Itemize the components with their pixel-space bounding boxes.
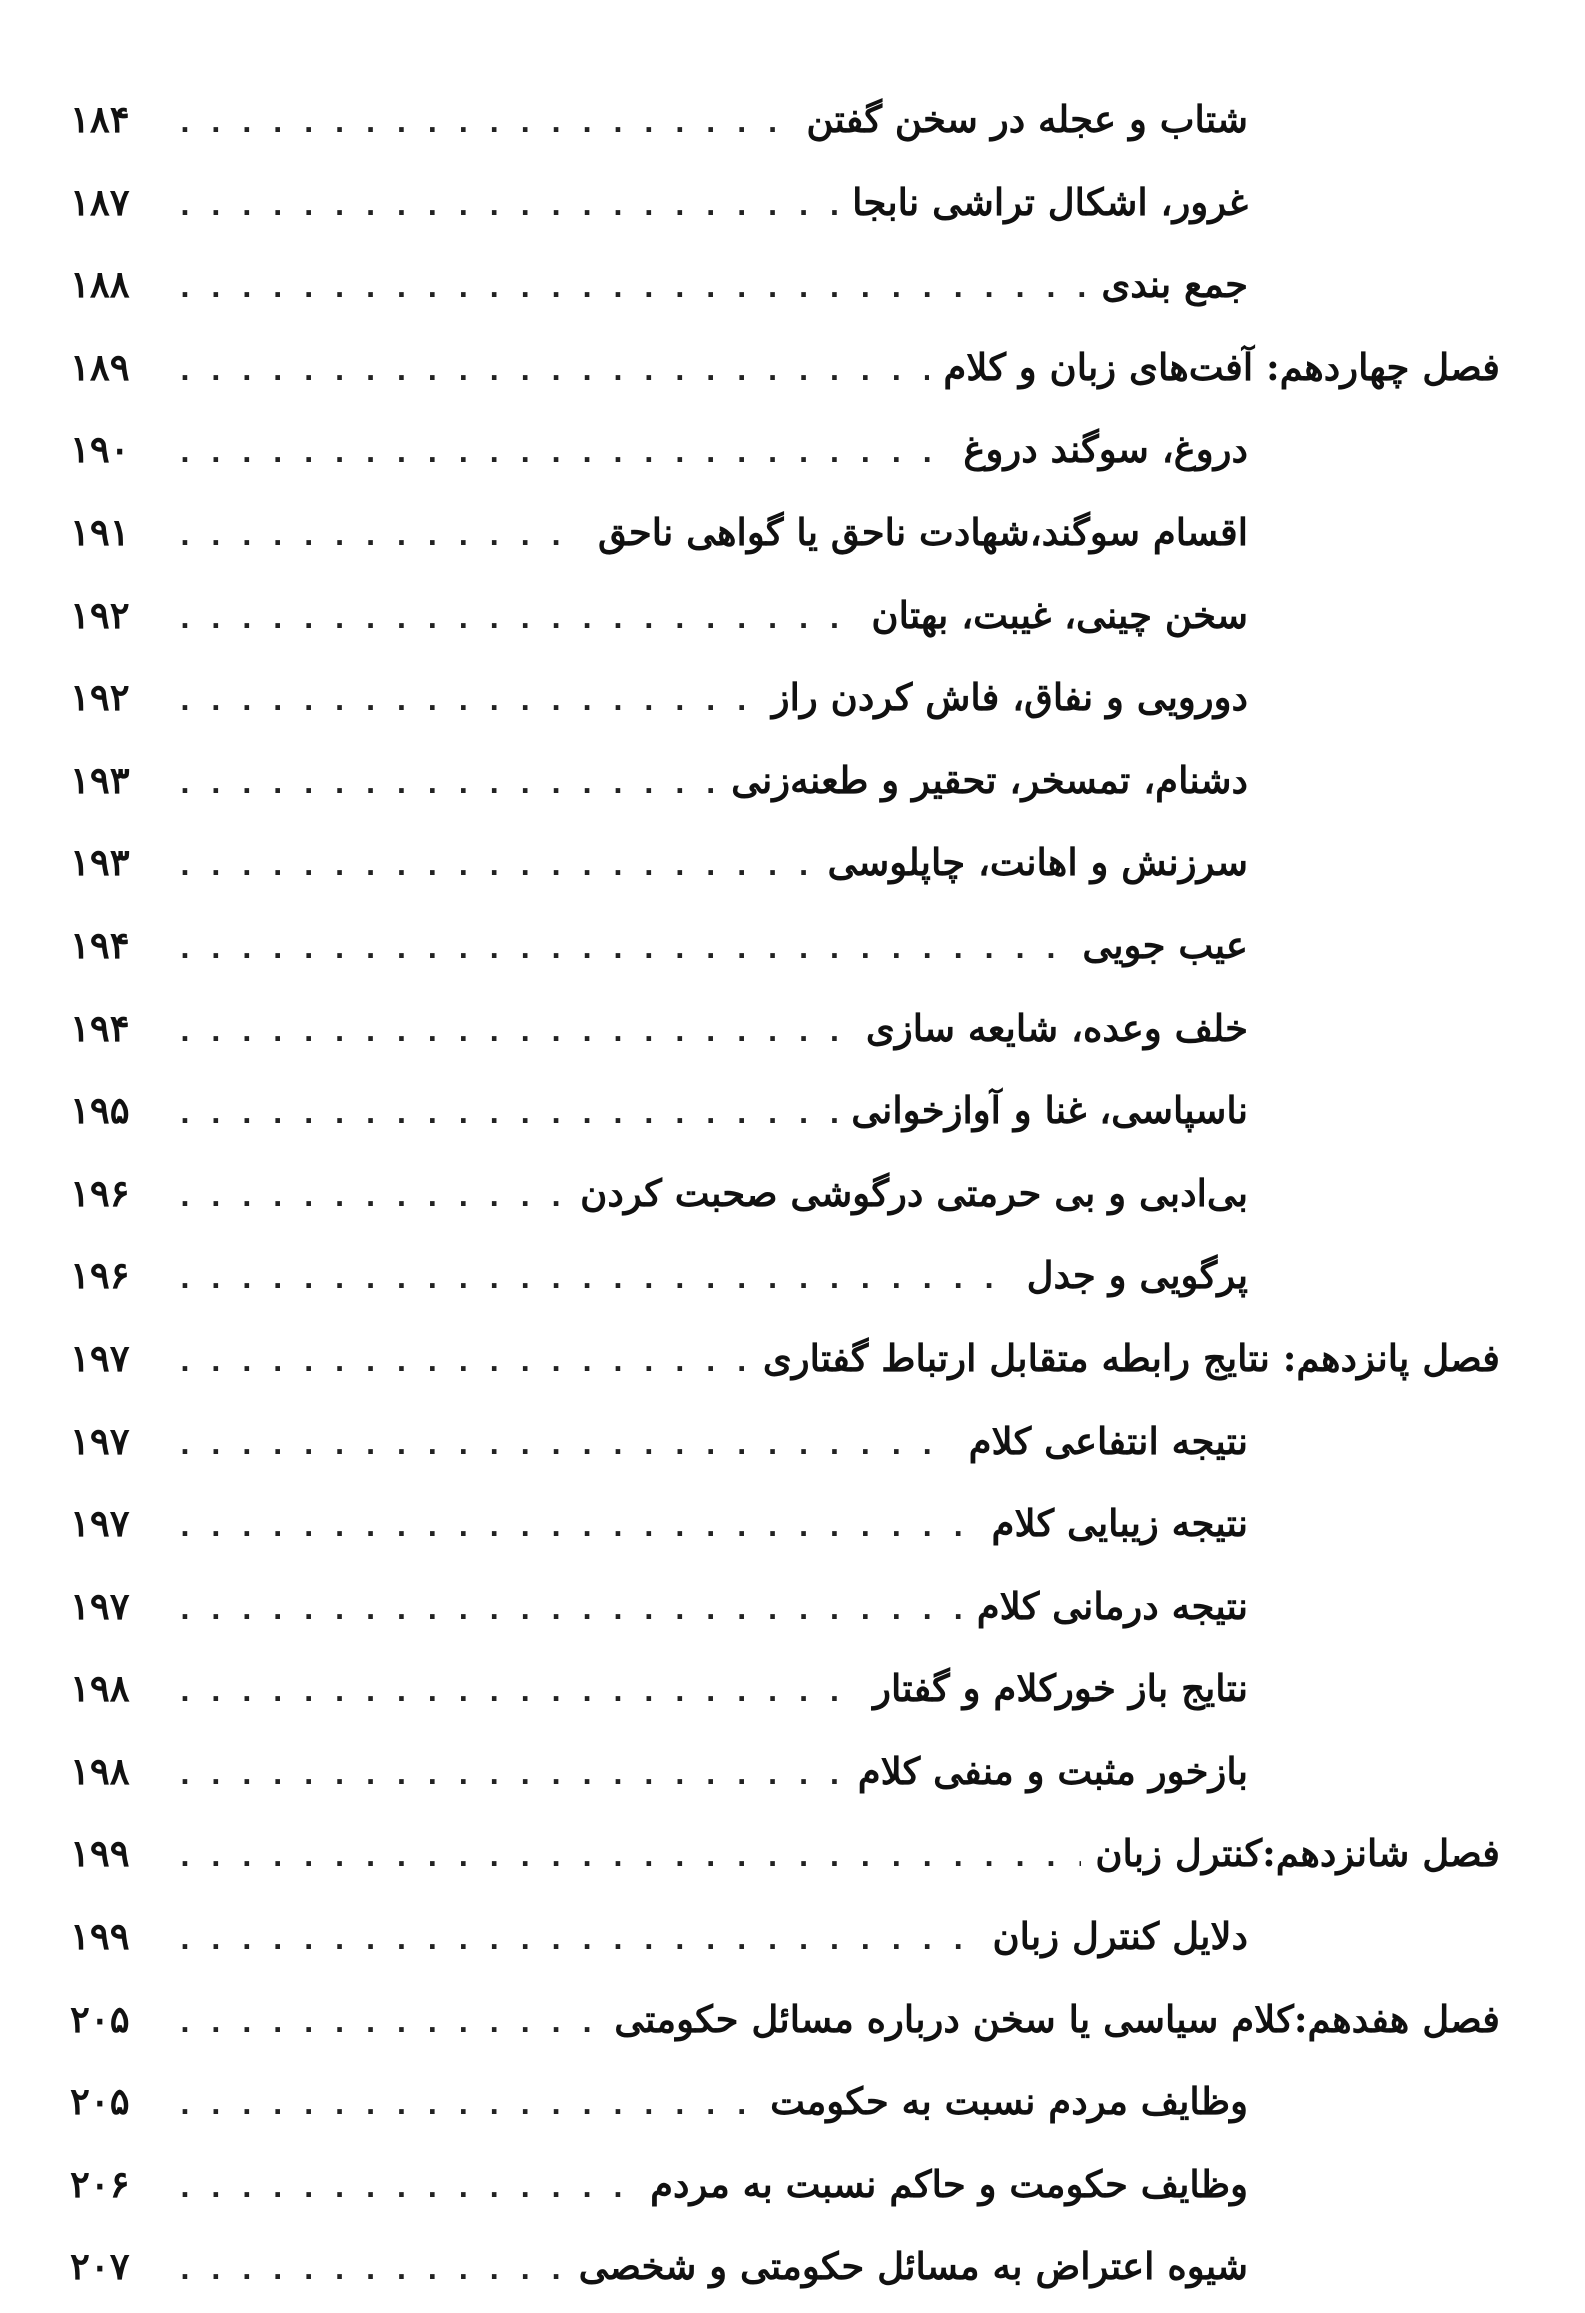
leader-dots [180, 1817, 1081, 1900]
toc-entry-title: خلف وعده، شایعه سازی [865, 1005, 1248, 1050]
toc-entry-title: عیب جویی [1082, 922, 1248, 967]
leader-dots [180, 2230, 565, 2313]
toc-entry-page: ۲۰۶ [70, 2161, 130, 2206]
toc-entry-page: ۲۰۵ [70, 2079, 130, 2124]
toc-entry-page: ۱۸۹ [70, 344, 130, 389]
toc-entry-title: اقسام سوگند،شهادت ناحق یا گواهی ناحق [598, 509, 1248, 554]
toc-entry-page: ۱۹۷ [70, 1583, 130, 1628]
leader-dots [180, 1735, 844, 1818]
toc-entry [70, 243, 1500, 326]
toc-entry [70, 1152, 1500, 1235]
toc-entry-page: ۱۹۳ [70, 757, 130, 802]
leader-dots [180, 166, 838, 249]
toc-entry-page: ۱۸۸ [70, 262, 130, 307]
toc-entry [70, 1647, 1500, 1730]
toc-entry [70, 408, 1500, 491]
leader-dots [180, 1239, 1013, 1322]
leader-dots [180, 992, 852, 1075]
leader-dots [180, 579, 857, 662]
toc-entry-title: دورویی و نفاق، فاش کردن راز [771, 675, 1248, 720]
toc-entry [70, 656, 1500, 739]
toc-entry-title: بی‌ادبی و بی حرمتی درگوشی صحبت کردن [580, 1170, 1248, 1215]
toc-entry-title: شیوه اعتراض به مسائل حکومتی و شخصی [578, 2244, 1248, 2289]
toc-entry-title: شتاب و عجله در سخن گفتن [806, 97, 1248, 141]
toc-chapter-title: فصل شانزدهم:کنترل زبان [1095, 1831, 1500, 1876]
leader-dots [180, 744, 717, 827]
toc-entry-page: ۱۹۲ [70, 675, 130, 720]
toc-entry [70, 1234, 1500, 1317]
toc-entry-page: ۱۹۱ [70, 509, 130, 554]
toc-entry-page: ۲۰۵ [70, 1996, 130, 2041]
toc-entry-page: ۱۹۷ [70, 1501, 130, 1546]
toc-entry [70, 1400, 1500, 1483]
toc-chapter-entry [70, 1978, 1500, 2061]
toc-entry [70, 739, 1500, 822]
toc-entry [70, 821, 1500, 904]
leader-dots [180, 2065, 756, 2148]
leader-dots [180, 909, 1068, 992]
toc-entry-title: دلایل کنترل زبان [992, 1914, 1248, 1959]
toc-entry-page: ۱۹۲ [70, 592, 130, 637]
toc-entry-title: نتایج باز خورکلام و گفتار [873, 1666, 1248, 1711]
toc-entry-page: ۱۹۹ [70, 1914, 130, 1959]
leader-dots [180, 1074, 837, 1157]
toc-chapter-title: فصل پانزدهم: نتایج رابطه متقابل ارتباط گفتاری [762, 1335, 1500, 1380]
leader-dots [180, 413, 949, 496]
leader-dots [180, 661, 758, 744]
toc-entry-title: ناسپاسی، غنا و آوازخوانی [851, 1088, 1248, 1133]
leader-dots [180, 1487, 978, 1570]
leader-dots [180, 1652, 859, 1735]
toc-entry-title: دشنام، تمسخر، تحقیر و طعنه‌زنی [731, 757, 1248, 802]
toc-entry [70, 1730, 1500, 1813]
leader-dots [180, 826, 813, 909]
toc-entry-page: ۱۹۴ [70, 1005, 130, 1050]
toc-entry-page: ۱۸۷ [70, 179, 130, 224]
toc-entry-title: سخن چینی، غیبت، بهتان [871, 592, 1248, 637]
toc-entry-title: نتیجه درمانی کلام [976, 1583, 1248, 1628]
toc-entry-page: ۱۹۷ [70, 1418, 130, 1463]
toc-entry-page: ۱۹۷ [70, 1335, 130, 1380]
leader-dots [180, 1570, 963, 1653]
toc-entry-title: سرزنش و اهانت، چاپلوسی [827, 840, 1248, 885]
toc-entry-title: نتیجه زیبایی کلام [991, 1501, 1248, 1546]
toc-entry-title: پرگویی و جدل [1026, 1253, 1248, 1298]
toc-entry-title: نتیجه انتفاعی کلام [968, 1418, 1248, 1463]
toc-entry-page: ۱۹۶ [70, 1170, 130, 1215]
toc-entry [70, 987, 1500, 1070]
toc-entry-page: ۱۹۸ [70, 1666, 130, 1711]
leader-dots [180, 2148, 636, 2231]
toc-entry-title: جمع بندی [1101, 262, 1248, 307]
toc-entry [70, 1482, 1500, 1565]
toc-entry-page: ۱۹۳ [70, 840, 130, 885]
toc-entry-title: غرور، اشکال تراشی نابجا [852, 179, 1248, 224]
toc-entry-page: ۱۹۹ [70, 1831, 130, 1876]
toc-chapter-title: فصل چهاردهم: آفت‌های زبان و کلام [943, 344, 1500, 389]
toc-entry [70, 1895, 1500, 1978]
toc-chapter-entry [70, 1812, 1500, 1895]
leader-dots [180, 248, 1087, 331]
toc-entry-page: ۱۹۴ [70, 922, 130, 967]
toc-entry-title: دروغ، سوگند دروغ [963, 427, 1248, 472]
toc-chapter-entry [70, 1317, 1500, 1400]
leader-dots [180, 496, 584, 579]
leader-dots [180, 1983, 600, 2066]
toc-entry [70, 574, 1500, 657]
toc-entry-page: ۱۸۴ [70, 97, 130, 141]
toc-entry [70, 78, 1500, 161]
toc-entry-title: بازخور مثبت و منفی کلام [857, 1748, 1248, 1793]
leader-dots [180, 83, 792, 166]
toc-entry [70, 161, 1500, 244]
toc-entry [70, 2060, 1500, 2143]
toc-entry [70, 2143, 1500, 2226]
leader-dots [180, 1900, 978, 1983]
toc-entry [70, 1565, 1500, 1648]
toc-entry-page: ۱۹۵ [70, 1088, 130, 1133]
toc-entry-title: وظایف مردم نسبت به حکومت [770, 2079, 1248, 2124]
toc-entry-title: وظایف حکومت و حاکم نسبت به مردم [650, 2161, 1248, 2206]
toc-chapter-title: فصل هفدهم:کلام سیاسی یا سخن درباره مسائل حکومتی [614, 1996, 1500, 2041]
leader-dots [180, 331, 929, 414]
toc-entry-page: ۱۹۸ [70, 1748, 130, 1793]
toc-entry [70, 904, 1500, 987]
toc-chapter-entry [70, 326, 1500, 409]
toc-entry-page: ۱۹۶ [70, 1253, 130, 1298]
table-of-contents [70, 78, 1500, 2308]
leader-dots [180, 1157, 566, 1240]
leader-dots [180, 1405, 955, 1488]
toc-entry [70, 1069, 1500, 1152]
leader-dots [180, 1322, 749, 1405]
toc-entry [70, 2225, 1500, 2308]
toc-entry-page: ۱۹۰ [70, 427, 130, 472]
toc-entry-page: ۲۰۷ [70, 2244, 130, 2289]
toc-entry [70, 491, 1500, 574]
